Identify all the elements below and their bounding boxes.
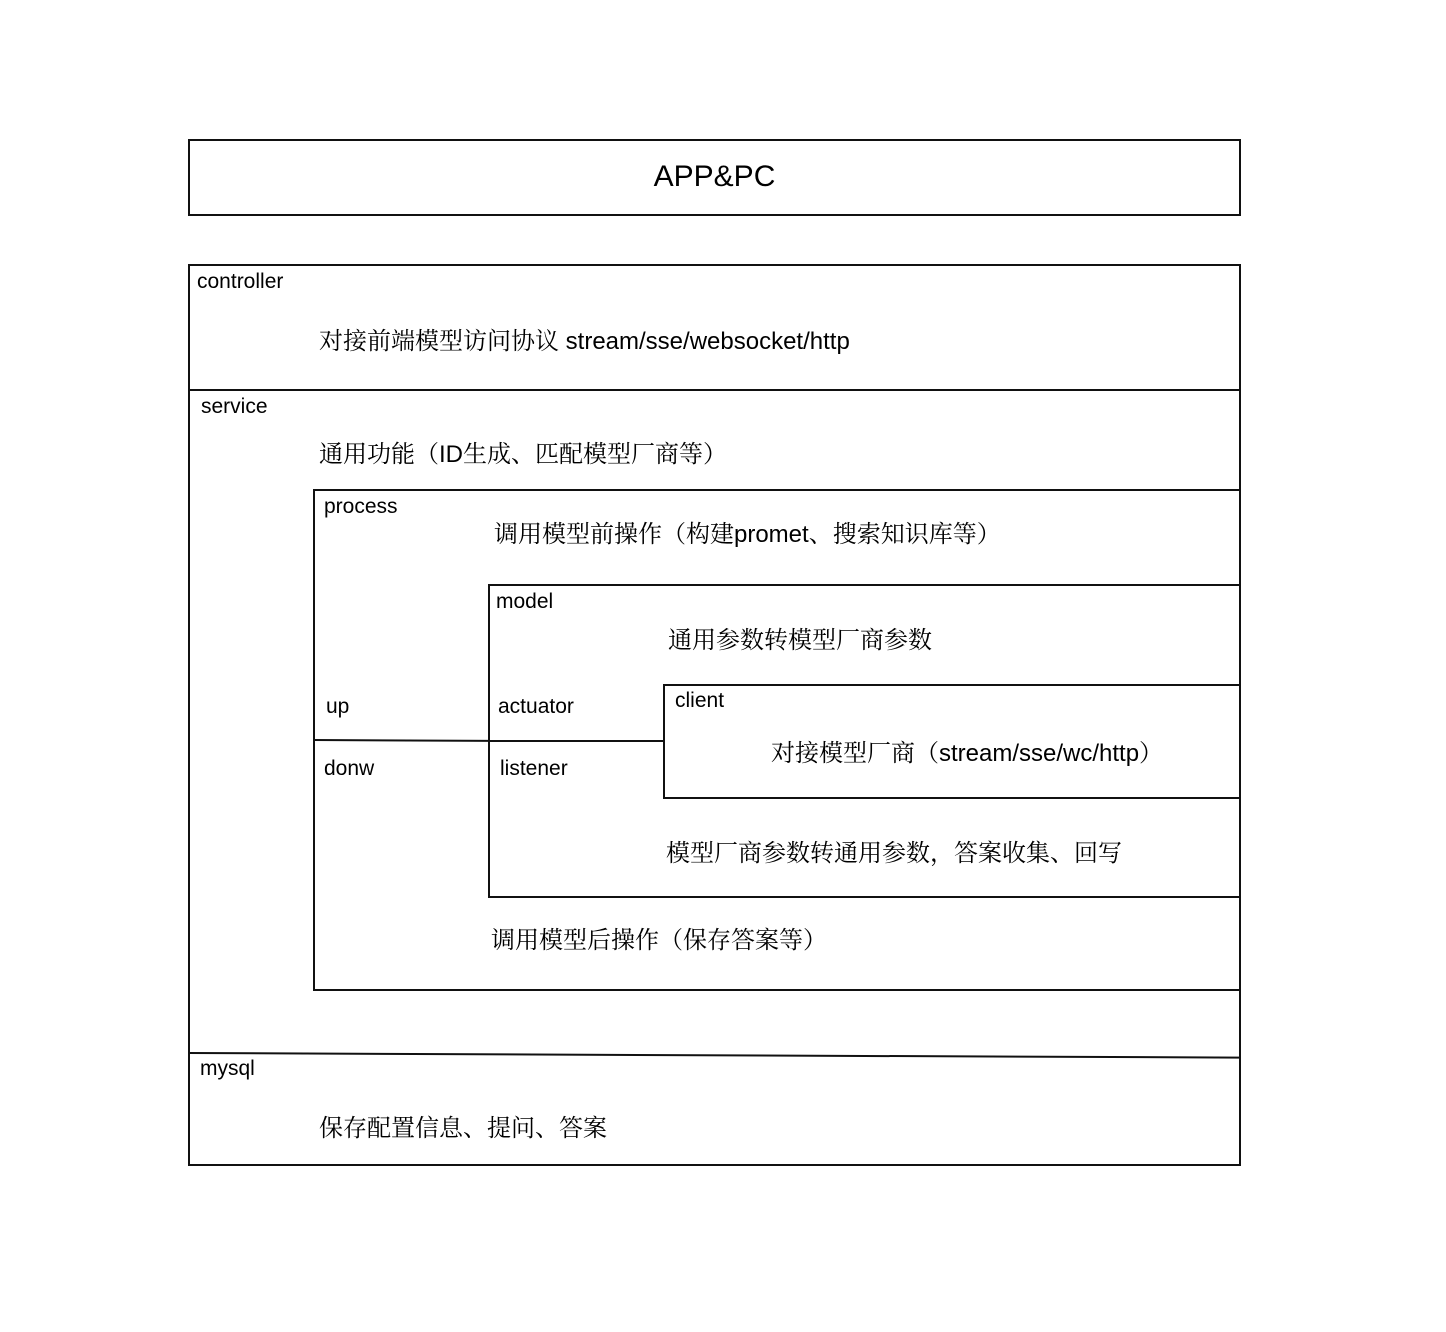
- app-pc-title: APP&PC: [653, 160, 776, 193]
- model-description: 通用参数转模型厂商参数: [668, 627, 932, 654]
- model-actuator-label: actuator: [498, 695, 574, 718]
- controller-description: 对接前端模型访问协议 stream/sse/websocket/http: [319, 328, 850, 355]
- client-label: client: [675, 689, 725, 712]
- model-listener-label: listener: [500, 757, 568, 780]
- service-description: 通用功能（ID生成、匹配模型厂商等）: [319, 441, 727, 468]
- process-post-description: 调用模型后操作（保存答案等）: [491, 927, 827, 954]
- mysql-label: mysql: [200, 1057, 255, 1080]
- actuator-listener-divider: [488, 740, 665, 742]
- mysql-description: 保存配置信息、提问、答案: [319, 1115, 607, 1142]
- controller-label: controller: [197, 270, 284, 293]
- process-down-label: donw: [324, 757, 375, 780]
- process-pre-description: 调用模型前操作（构建promet、搜索知识库等）: [494, 521, 1001, 548]
- service-label: service: [201, 395, 268, 418]
- client-description: 对接模型厂商（stream/sse/wc/http）: [771, 740, 1164, 767]
- controller-service-divider: [188, 389, 1241, 391]
- process-up-label: up: [326, 695, 350, 718]
- process-label: process: [324, 495, 398, 518]
- model-label: model: [496, 590, 554, 613]
- model-listener-description: 模型厂商参数转通用参数，答案收集、回写: [666, 840, 1122, 867]
